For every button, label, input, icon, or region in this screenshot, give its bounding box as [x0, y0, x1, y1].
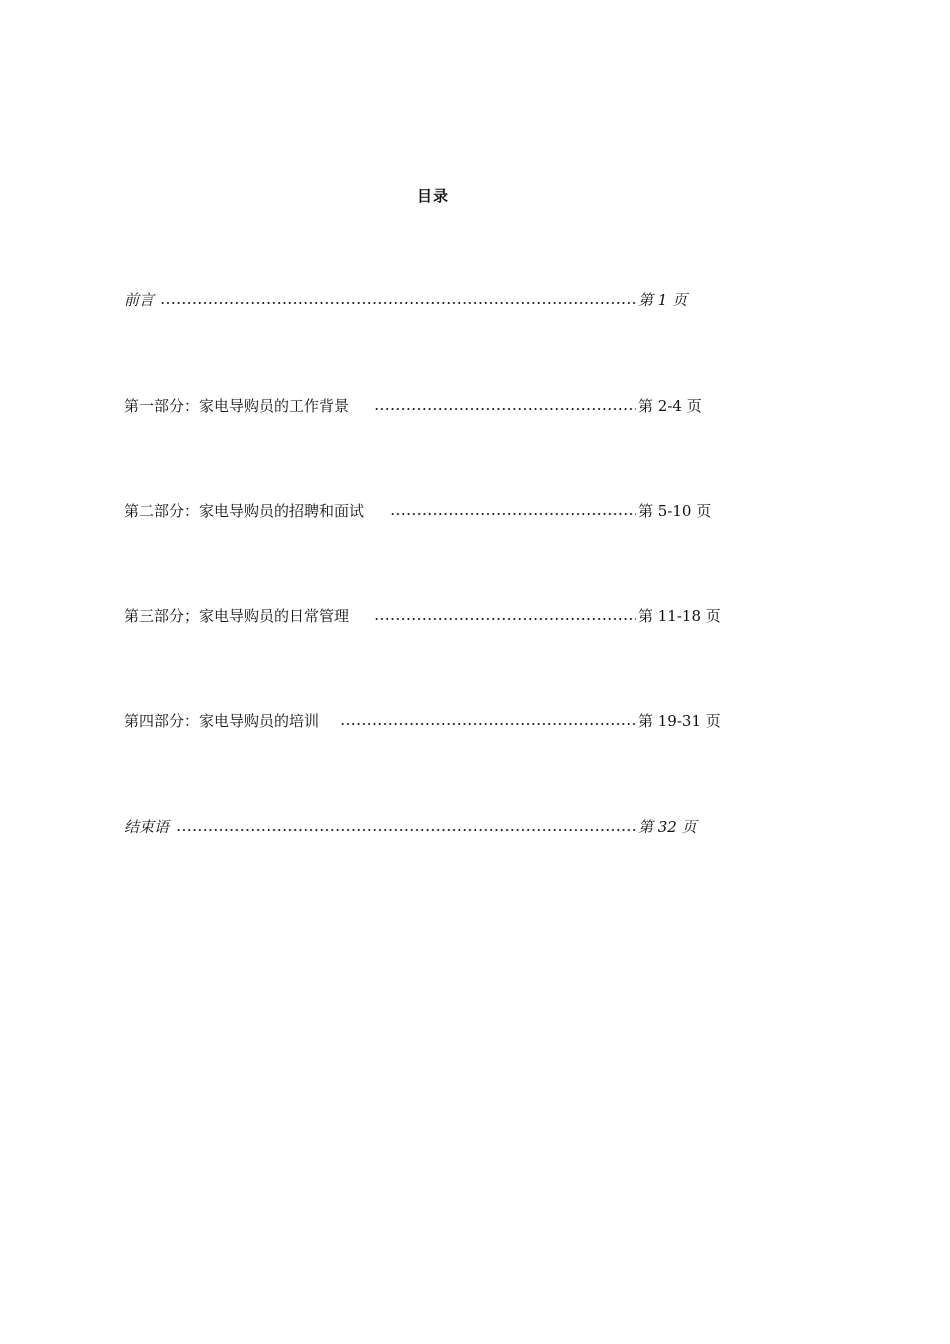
- toc-entry-label: 第二部分：家电导购员的招聘和面试: [124, 502, 365, 520]
- toc-entry-part-2[interactable]: [124, 500, 764, 522]
- toc-entry-label: 第四部分：家电导购员的培训: [124, 712, 320, 730]
- toc-entry-page: 第 5-10 页: [638, 502, 712, 520]
- toc-entry-part-1[interactable]: [124, 395, 764, 417]
- toc-entry-page: 第 32 页: [638, 818, 697, 836]
- toc-entry-page: 第 19-31 页: [638, 712, 721, 730]
- dot-leader: [176, 829, 636, 831]
- toc-entry-conclusion[interactable]: [124, 816, 764, 838]
- dot-leader: [374, 618, 636, 620]
- toc-entry-label: 结束语: [124, 818, 170, 836]
- toc-entry-page: 第 1 页: [638, 291, 688, 309]
- toc-entry-label: 第三部分；家电导购员的日常管理: [124, 607, 350, 625]
- toc-entry-part-3[interactable]: [124, 605, 764, 627]
- dot-leader: [374, 408, 636, 410]
- toc-entry-part-4[interactable]: [124, 710, 764, 732]
- dot-leader: [340, 723, 636, 725]
- toc-entry-label: 前言: [124, 291, 155, 309]
- toc-entry-preface[interactable]: [124, 289, 764, 311]
- toc-entry-page: 第 2-4 页: [638, 397, 702, 415]
- toc-entry-label: 第一部分：家电导购员的工作背景: [124, 397, 350, 415]
- dot-leader: [390, 513, 636, 515]
- dot-leader: [160, 302, 636, 304]
- toc-title: 目录: [416, 187, 449, 205]
- toc-entry-page: 第 11-18 页: [638, 607, 721, 625]
